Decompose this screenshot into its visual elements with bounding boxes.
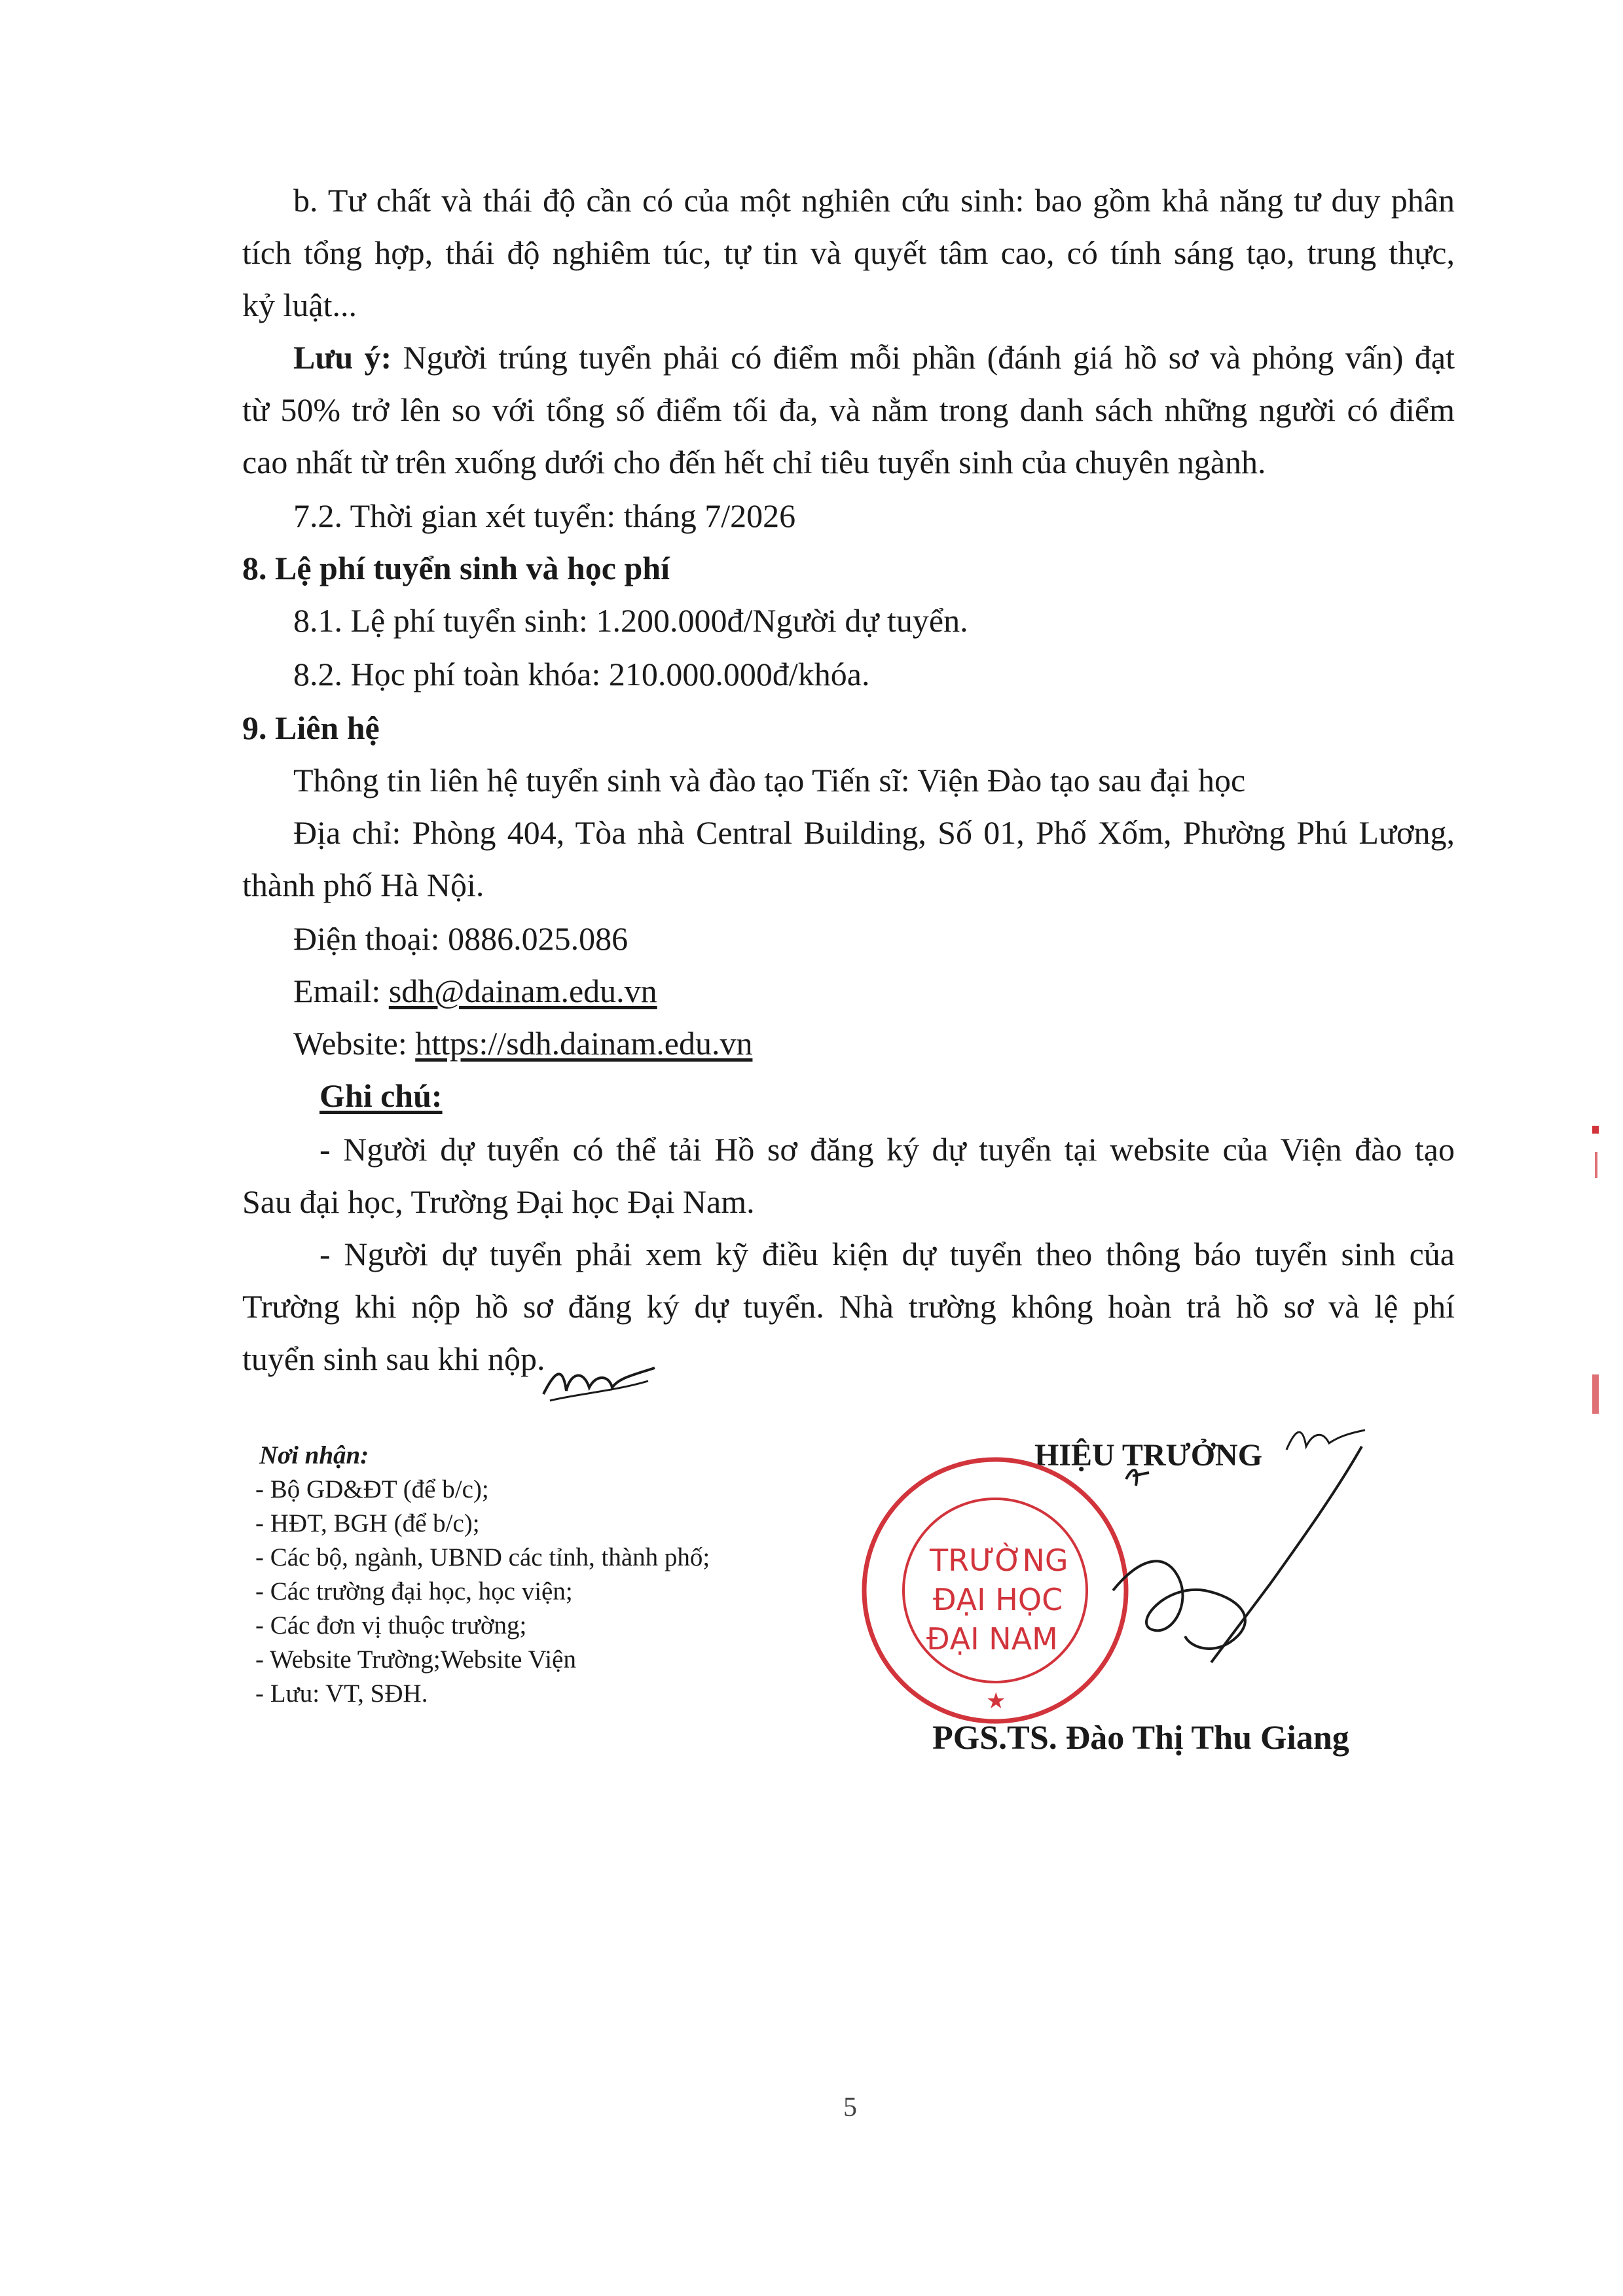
paragraph-b-line-3: kỷ luật...: [242, 287, 357, 323]
recipient-item: - Các đơn vị thuộc trường;: [255, 1611, 527, 1640]
signature-title: HIỆU TRƯỞNG: [1034, 1438, 1263, 1473]
note-line-3: cao nhất từ trên xuống dưới cho đến hết chỉ tiêu tuyển sinh của chuyên ngành.: [242, 444, 1266, 480]
initials-signature: [537, 1355, 661, 1407]
phone-line: [293, 919, 628, 958]
signatory-name: PGS.TS. Đào Thị Thu Giang: [932, 1719, 1349, 1757]
item-8-1: 8.1. Lệ phí tuyển sinh: 1.200.000đ/Người dự tuyển.: [293, 602, 968, 639]
svg-text:★: ★: [986, 1688, 1006, 1714]
address-line-2: thành phố Hà Nội.: [242, 867, 484, 903]
note-text: Người trúng tuyển phải có điểm mỗi phần (đánh giá hồ sơ và phỏng vấn) đạt: [392, 339, 1455, 376]
contact-info: Thông tin liên hệ tuyển sinh và đào tạo Tiến sĩ: Viện Đào tạo sau đại học: [293, 762, 1246, 798]
scan-edge-mark: [1595, 1152, 1597, 1178]
note1-line-2: Sau đại học, Trường Đại học Đại Nam.: [242, 1183, 755, 1220]
website-line: [293, 1024, 752, 1063]
note-label: Lưu ý:: [293, 339, 392, 376]
recipient-item: - Các bộ, ngành, UBND các tỉnh, thành phố;: [255, 1543, 710, 1571]
note1-line-1: - Người dự tuyển có thể tải Hồ sơ đăng ký dự tuyển tại website của Viện đào tạo: [319, 1131, 1455, 1168]
phone-label: Điện thoại:: [293, 920, 448, 957]
page-number: 5: [843, 2092, 857, 2123]
notes-heading: Ghi chú:: [319, 1077, 443, 1114]
website-link[interactable]: https://sdh.dainam.edu.vn: [415, 1025, 753, 1062]
scan-edge-mark: [1592, 1126, 1599, 1134]
paragraph-b-line-1: b. Tư chất và thái độ cần có của một nghiên cứu sinh: bao gồm khả năng tư duy phân: [293, 182, 1455, 219]
note2-line-3: tuyển sinh sau khi nộp.: [242, 1340, 545, 1377]
director-signature: [1087, 1440, 1388, 1715]
recipient-item: - Website Trường;Website Viện: [255, 1645, 576, 1674]
note-line-2: từ 50% trở lên so với tổng số điểm tối đa, và nằm trong danh sách những người có điểm: [242, 391, 1455, 428]
scan-edge-mark: [1592, 1374, 1599, 1414]
note2-line-1: - Người dự tuyển phải xem kỹ điều kiện dự tuyển theo thông báo tuyển sinh của: [319, 1236, 1455, 1272]
stamp-line-2: ĐẠI HỌC: [933, 1582, 1063, 1617]
item-7-2: 7.2. Thời gian xét tuyển: tháng 7/2026: [293, 497, 796, 534]
website-label: Website:: [293, 1025, 416, 1062]
recipients-heading: Nơi nhận:: [259, 1441, 369, 1469]
recipient-item: - Lưu: VT, SĐH.: [255, 1679, 428, 1708]
note-line-1: [293, 338, 1455, 377]
section-8-heading: 8. Lệ phí tuyển sinh và học phí: [242, 550, 670, 586]
email-line: [293, 971, 657, 1011]
recipient-item: - HĐT, BGH (để b/c);: [255, 1509, 480, 1537]
recipient-item: - Các trường đại học, học viện;: [255, 1577, 573, 1605]
stamp-line-3: ĐẠI NAM: [926, 1621, 1058, 1657]
address-line-1: Địa chỉ: Phòng 404, Tòa nhà Central Building, Số 01, Phố Xốm, Phường Phú Lương,: [293, 814, 1455, 851]
note2-line-2: Trường khi nộp hồ sơ đăng ký dự tuyển. Nhà trường không hoàn trả hồ sơ và lệ phí: [242, 1288, 1455, 1325]
email-label: Email:: [293, 973, 389, 1009]
phone-value: 0886.025.086: [448, 920, 629, 957]
section-9-heading: 9. Liên hệ: [242, 709, 380, 746]
stamp-line-1: TRƯỜNG: [930, 1543, 1068, 1578]
paragraph-b-line-2: tích tổng hợp, thái độ nghiêm túc, tự tin và quyết tâm cao, có tính sáng tạo, trung thực,: [242, 234, 1455, 271]
item-8-2: 8.2. Học phí toàn khóa: 210.000.000đ/khóa.: [293, 656, 870, 692]
recipient-item: - Bộ GD&ĐT (để b/c);: [255, 1475, 489, 1503]
email-link[interactable]: sdh@dainam.edu.vn: [388, 973, 657, 1009]
